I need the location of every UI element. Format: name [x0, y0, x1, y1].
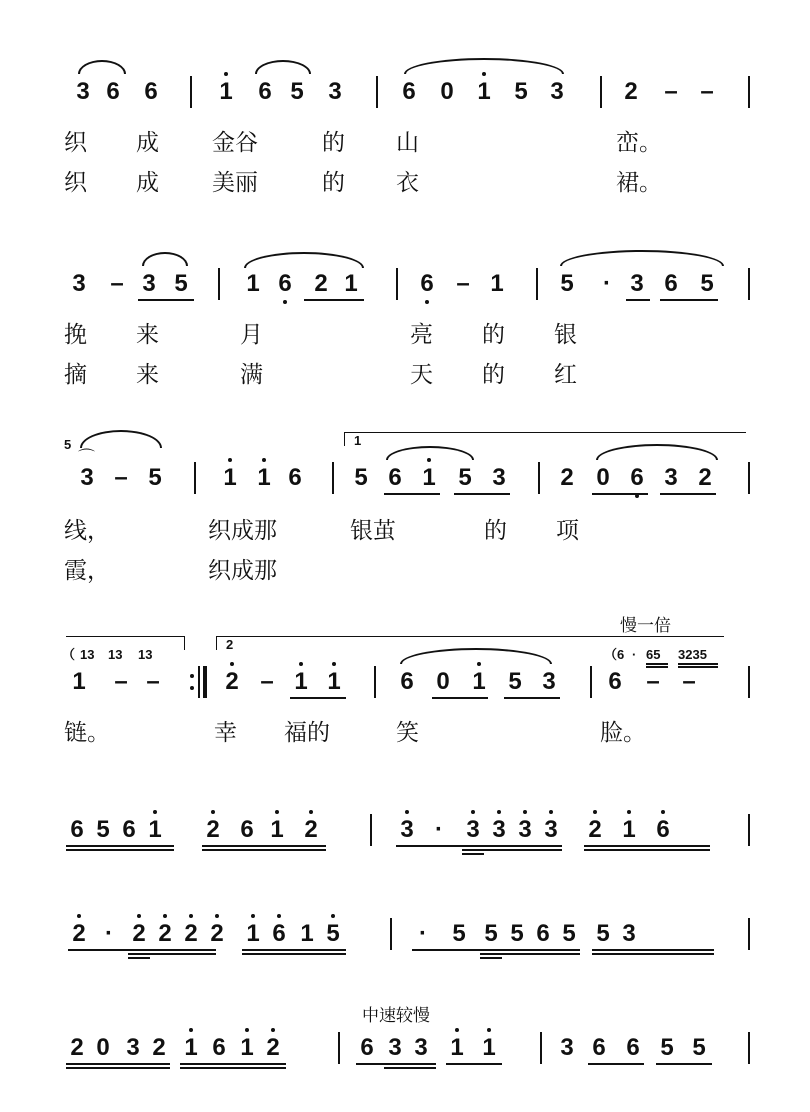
grace-group: 13 [138, 647, 153, 662]
note: 6 [106, 78, 120, 105]
underline [646, 663, 668, 665]
note: 3 [664, 464, 678, 491]
high-dot [251, 914, 255, 918]
underline [66, 849, 174, 851]
underline [128, 953, 216, 955]
bracket-end [184, 636, 185, 650]
barline [536, 268, 538, 300]
note: 2 [72, 920, 86, 947]
note: 3 [466, 816, 480, 843]
underline [384, 1067, 436, 1069]
note: 5 [596, 920, 610, 947]
note: 5 [700, 270, 714, 297]
high-dot [331, 914, 335, 918]
note: 2 [314, 270, 328, 297]
high-dot [211, 810, 215, 814]
note: 2 [304, 816, 318, 843]
lyric: 织成那 [208, 518, 277, 544]
dash: – [682, 668, 696, 695]
staff-line-1 [0, 76, 810, 116]
lyric: 亮 [410, 322, 433, 348]
high-dot [262, 458, 266, 462]
note: 3 [518, 816, 532, 843]
underline [446, 1063, 502, 1065]
high-dot [277, 914, 281, 918]
slur [596, 444, 718, 460]
lyric: 月 [240, 322, 263, 348]
slur [244, 252, 364, 268]
underline [592, 953, 714, 955]
slur [400, 648, 552, 664]
note: 1 [246, 270, 260, 297]
staff-line-7 [0, 1006, 810, 1072]
repeat-barline [198, 666, 200, 698]
barline [218, 268, 220, 300]
lyric: 的 [484, 518, 507, 544]
note: 2 [225, 668, 239, 695]
high-dot [189, 1028, 193, 1032]
note: 5 [508, 668, 522, 695]
barline [600, 76, 602, 108]
underline [432, 697, 488, 699]
lyric: 的 [482, 362, 505, 388]
underline [412, 949, 580, 951]
note: 6 [258, 78, 272, 105]
paren-notes: （6 [604, 647, 625, 662]
note: 3 [560, 1034, 574, 1061]
underline [592, 493, 648, 495]
lyric: 挽 [64, 322, 87, 348]
high-dot [245, 1028, 249, 1032]
note: 6 [272, 920, 286, 947]
underline [454, 493, 510, 495]
barline [748, 666, 750, 698]
note: 2 [624, 78, 638, 105]
note: 0 [436, 668, 450, 695]
underline [678, 663, 718, 665]
bracket-line [66, 636, 184, 637]
dash: – [456, 270, 470, 297]
underline [480, 953, 580, 955]
barline [338, 1032, 340, 1064]
note: 6 [402, 78, 416, 105]
note: 5 [484, 920, 498, 947]
lyric: 银茧 [350, 518, 396, 544]
high-dot [224, 72, 228, 76]
underline [592, 949, 714, 951]
lyric: 织 [64, 170, 87, 196]
note: 6 [278, 270, 292, 297]
note: 6 [626, 1034, 640, 1061]
paren-notes: 3235 [678, 647, 707, 662]
high-dot [523, 810, 527, 814]
high-dot [275, 810, 279, 814]
paren-notes: 65 [646, 647, 661, 662]
note: 1 [223, 464, 237, 491]
note: 1 [472, 668, 486, 695]
underline [180, 1067, 286, 1069]
underline [66, 845, 174, 847]
lyric: 的 [322, 130, 345, 156]
underline [138, 299, 194, 301]
underline [660, 299, 718, 301]
high-dot [77, 914, 81, 918]
lyric: 峦。 [616, 130, 662, 156]
note: 5 [326, 920, 340, 947]
note: 1 [148, 816, 162, 843]
note: 6 [70, 816, 84, 843]
barline [540, 1032, 542, 1064]
barline [390, 918, 392, 950]
high-dot [271, 1028, 275, 1032]
lyric: 的 [322, 170, 345, 196]
note: 3 [328, 78, 342, 105]
volta-2-number: 2 [226, 637, 234, 652]
tempo-marking: 中速较慢 [362, 1006, 430, 1026]
note: 6 [592, 1034, 606, 1061]
lyric: 幸 [214, 720, 237, 746]
grace-group: 13 [108, 647, 123, 662]
grace-group: 13 [80, 647, 95, 662]
high-dot [455, 1028, 459, 1032]
note: 6 [630, 464, 644, 491]
high-dot [482, 72, 486, 76]
lyric: 裙。 [616, 170, 662, 196]
underline [588, 1063, 644, 1065]
high-dot [427, 458, 431, 462]
barline [370, 814, 372, 846]
note: 1 [327, 668, 341, 695]
high-dot [593, 810, 597, 814]
barline [190, 76, 192, 108]
note: 0 [440, 78, 454, 105]
note: 0 [96, 1034, 110, 1061]
note: 1 [294, 668, 308, 695]
note: 3 [544, 816, 558, 843]
note: 1 [450, 1034, 464, 1061]
note: 1 [246, 920, 260, 947]
underline [290, 697, 346, 699]
underline [462, 849, 562, 851]
volta-2-line [216, 636, 724, 637]
lyric: 来 [136, 362, 159, 388]
note: 1 [482, 1034, 496, 1061]
barline [590, 666, 592, 698]
high-dot [309, 810, 313, 814]
note: 6 [664, 270, 678, 297]
high-dot [299, 662, 303, 666]
dash: – [664, 78, 678, 105]
underline [66, 1067, 170, 1069]
note: 2 [152, 1034, 166, 1061]
barline [332, 462, 334, 494]
note: · [419, 920, 427, 947]
repeat-dot [190, 674, 194, 678]
underline [242, 949, 346, 951]
note: 3 [80, 464, 94, 491]
underline [660, 493, 716, 495]
lyric: 链。 [64, 720, 110, 746]
barline [748, 268, 750, 300]
note: 0 [596, 464, 610, 491]
barline [376, 76, 378, 108]
lyric: 银 [554, 322, 577, 348]
underline [626, 299, 650, 301]
note: 2 [184, 920, 198, 947]
high-dot [332, 662, 336, 666]
dot-ext: · [435, 816, 443, 843]
note: 1 [477, 78, 491, 105]
barline [748, 462, 750, 494]
underline [584, 845, 710, 847]
volta-1-number: 1 [354, 433, 362, 448]
note: 6 [400, 668, 414, 695]
lyric: 摘 [64, 362, 87, 388]
note: 3 [492, 816, 506, 843]
high-dot [627, 810, 631, 814]
note: 5 [458, 464, 472, 491]
high-dot [230, 662, 234, 666]
underline [656, 1063, 712, 1065]
slur [255, 60, 311, 74]
note: 2 [560, 464, 574, 491]
barline [374, 666, 376, 698]
note: 3 [142, 270, 156, 297]
lyric: 项 [556, 518, 579, 544]
slur [560, 250, 724, 266]
lyric: 织成那 [208, 558, 277, 584]
tempo-marking: 慢一倍 [620, 616, 671, 636]
note: 1 [300, 920, 314, 947]
note: 5 [660, 1034, 674, 1061]
staff-line-2 [0, 268, 810, 308]
note: 3 [126, 1034, 140, 1061]
note: 6 [360, 1034, 374, 1061]
note: 6 [656, 816, 670, 843]
underline [480, 957, 502, 959]
underline [242, 953, 346, 955]
high-dot [471, 810, 475, 814]
high-dot [661, 810, 665, 814]
note: 5 [514, 78, 528, 105]
high-dot [497, 810, 501, 814]
underline [202, 849, 326, 851]
high-dot [163, 914, 167, 918]
lyric: 山 [396, 130, 419, 156]
staff-line-5 [0, 814, 810, 854]
note: 3 [72, 270, 86, 297]
lyric: 金谷 [212, 130, 258, 156]
note: 6 [536, 920, 550, 947]
underline [202, 845, 326, 847]
note: 6 [122, 816, 136, 843]
slur [80, 430, 162, 448]
note: 5 [174, 270, 188, 297]
lyric: 脸。 [600, 720, 646, 746]
underline [304, 299, 364, 301]
high-dot [137, 914, 141, 918]
lyric: 红 [554, 362, 577, 388]
note: 1 [422, 464, 436, 491]
note: 3 [414, 1034, 428, 1061]
high-dot [487, 1028, 491, 1032]
note: 1 [257, 464, 271, 491]
note: 3 [630, 270, 644, 297]
barline [194, 462, 196, 494]
note: 5 [148, 464, 162, 491]
note: 6 [212, 1034, 226, 1061]
dash: – [114, 464, 128, 491]
lyric: 笑 [396, 720, 419, 746]
high-dot [477, 662, 481, 666]
dash: – [146, 668, 160, 695]
dash: – [114, 668, 128, 695]
lyric: 满 [240, 362, 263, 388]
note: 3 [542, 668, 556, 695]
staff-line-3 [0, 433, 810, 502]
slur [78, 60, 126, 74]
high-dot [189, 914, 193, 918]
note: 1 [219, 78, 233, 105]
barline [748, 814, 750, 846]
fermata-icon: ⌒ [78, 448, 95, 468]
note: 6 [388, 464, 402, 491]
lyric: 的 [482, 322, 505, 348]
note: 1 [270, 816, 284, 843]
barline [538, 462, 540, 494]
note: 2 [210, 920, 224, 947]
note: 5 [510, 920, 524, 947]
note: 6 [608, 668, 622, 695]
underline [128, 957, 150, 959]
underline [504, 697, 560, 699]
high-dot [228, 458, 232, 462]
low-dot [283, 300, 287, 304]
grace-note: 5 [64, 437, 72, 452]
note: 1 [344, 270, 358, 297]
slur [142, 252, 188, 266]
barline [748, 918, 750, 950]
dash: – [700, 78, 714, 105]
note: 5 [354, 464, 368, 491]
underline [180, 1063, 286, 1065]
note: 5 [96, 816, 110, 843]
underline [384, 493, 440, 495]
note: 5 [562, 920, 576, 947]
high-dot [405, 810, 409, 814]
note: 6 [288, 464, 302, 491]
note: 6 [144, 78, 158, 105]
note: 6 [240, 816, 254, 843]
barline [748, 1032, 750, 1064]
note: 5 [560, 270, 574, 297]
dash: – [260, 668, 274, 695]
dash: – [110, 270, 124, 297]
lyric: 成 [136, 130, 159, 156]
note: 1 [240, 1034, 254, 1061]
note: 1 [72, 668, 86, 695]
underline [356, 1063, 436, 1065]
note: 2 [158, 920, 172, 947]
underline [462, 853, 484, 855]
barline [748, 76, 750, 108]
paren-open: （ [62, 647, 76, 662]
high-dot [215, 914, 219, 918]
note: 3 [492, 464, 506, 491]
dot-ext: 5 [452, 920, 466, 947]
note: 2 [206, 816, 220, 843]
paren-notes: · [632, 647, 637, 662]
note: 2 [698, 464, 712, 491]
lyric: 线， [64, 518, 110, 544]
note: 2 [70, 1034, 84, 1061]
repeat-barline-thick [203, 666, 207, 698]
high-dot [549, 810, 553, 814]
staff-line-6 [0, 918, 810, 958]
note: 3 [550, 78, 564, 105]
underline [68, 949, 216, 951]
barline [396, 268, 398, 300]
note: 1 [490, 270, 504, 297]
note: 2 [132, 920, 146, 947]
note: 5 [290, 78, 304, 105]
low-dot [425, 300, 429, 304]
note: 1 [184, 1034, 198, 1061]
note: 2 [266, 1034, 280, 1061]
lyric: 福的 [284, 720, 330, 746]
note: 3 [400, 816, 414, 843]
note: 3 [388, 1034, 402, 1061]
repeat-dot [190, 686, 194, 690]
underline [584, 849, 710, 851]
staff-line-4 [0, 616, 810, 706]
lyric: 霞， [64, 558, 110, 584]
volta-1-bracket [344, 432, 345, 446]
lyric: 天 [410, 362, 433, 388]
lyric: 美丽 [212, 170, 258, 196]
volta-2-bracket [216, 636, 217, 650]
note: 1 [622, 816, 636, 843]
dot-ext: · [105, 920, 113, 947]
note: 6 [420, 270, 434, 297]
note: 3 [76, 78, 90, 105]
lyric: 衣 [396, 170, 419, 196]
high-dot [153, 810, 157, 814]
lyric: 成 [136, 170, 159, 196]
note: 2 [588, 816, 602, 843]
note: 5 [692, 1034, 706, 1061]
volta-1-line [344, 432, 746, 433]
lyric: 织 [64, 130, 87, 156]
lyric: 来 [136, 322, 159, 348]
dash: – [646, 668, 660, 695]
dot-ext: · [603, 270, 611, 297]
underline [396, 845, 562, 847]
underline [66, 1063, 170, 1065]
note: 3 [622, 920, 636, 947]
